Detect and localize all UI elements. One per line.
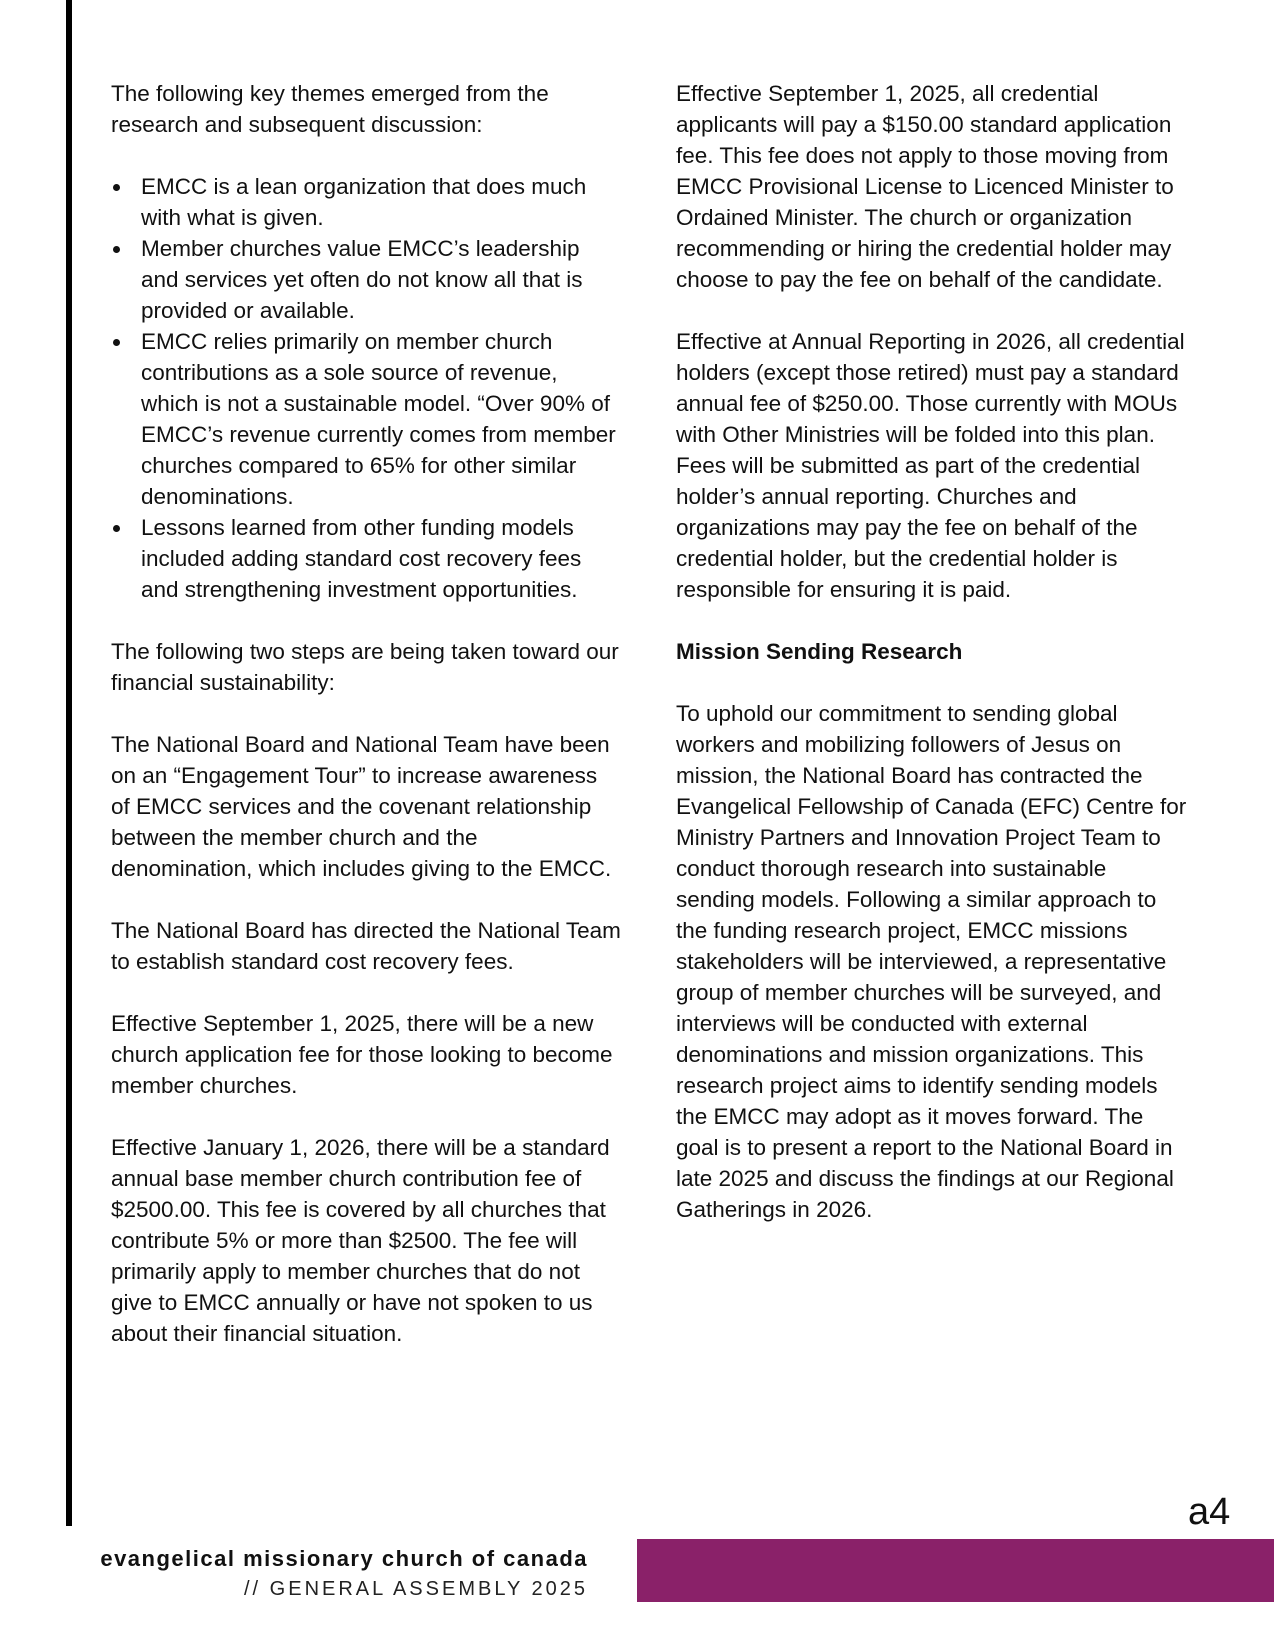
member-contribution-fee-paragraph: Effective January 1, 2026, there will be a standard annual base member church contribution fee of $2500.00. This fee is covered by all churches that contribute 5% or more than $2500. The fee will primarily apply to member churches that do not give to EMCC annually or have not spoken to us about their financial situation. — [111, 1135, 610, 1346]
theme-item: EMCC relies primarily on member church contributions as a sole source of revenue, which is not a sustainable model. “Over 90% of EMCC’s revenue currently comes from member churches compared to 65% for other similar denominations. — [111, 326, 621, 512]
themes-intro: The following key themes emerged from the research and subsequent discussion: — [111, 81, 549, 137]
credential-application-fee-paragraph: Effective September 1, 2025, all credential applicants will pay a $150.00 standard application fee. This fee does not apply to those moving from EMCC Provisional License to Licenced Minister to Ordained Minister. The church or organization recommending or hiring the credential holder may choose to pay the fee on behalf of the candidate. — [676, 81, 1174, 292]
new-church-fee-paragraph: Effective September 1, 2025, there will be a new church application fee for those looking to become member churches. — [111, 1011, 613, 1098]
steps-intro: The following two steps are being taken toward our financial sustainability: — [111, 639, 619, 695]
left-column — [111, 78, 621, 1380]
page-number: a4 — [1188, 1491, 1231, 1533]
footer-event: // GENERAL ASSEMBLY 2025 — [244, 1578, 588, 1600]
themes-list — [111, 171, 621, 605]
footer-organization: evangelical missionary church of canada — [100, 1546, 588, 1571]
theme-item: Member churches value EMCC’s leadership and services yet often do not know all that is provided or available. — [111, 233, 621, 326]
theme-item: Lessons learned from other funding models included adding standard cost recovery fees and strengthening investment opportunities. — [111, 512, 621, 605]
mission-sending-heading: Mission Sending Research — [676, 639, 963, 664]
footer-accent-bar — [637, 1539, 1274, 1602]
theme-item: EMCC is a lean organization that does much with what is given. — [111, 171, 621, 233]
left-margin-rule — [66, 0, 72, 1526]
right-column — [676, 78, 1191, 1256]
cost-recovery-paragraph: The National Board has directed the National Team to establish standard cost recovery fees. — [111, 918, 621, 974]
engagement-tour-paragraph: The National Board and National Team have been on an “Engagement Tour” to increase awareness of EMCC services and the covenant relationship between the member church and the denomination, which includes giving to the EMCC. — [111, 732, 612, 881]
credential-annual-fee-paragraph: Effective at Annual Reporting in 2026, all credential holders (except those retired) must pay a standard annual fee of $250.00. Those currently with MOUs with Other Ministries will be folded into this plan. Fees will be submitted as part of the credential holder’s annual reporting. Churches and organizations may pay the fee on behalf of the credential holder, but the credential holder is responsible for ensuring it is paid. — [676, 329, 1185, 602]
mission-sending-paragraph: To uphold our commitment to sending global workers and mobilizing followers of Jesus on mission, the National Board has contracted the Evangelical Fellowship of Canada (EFC) Centre for Ministry Partners and Innovation Project Team to conduct thorough research into sustainable sending models. Following a similar approach to the funding research project, EMCC missions stakeholders will be interviewed, a representative group of member churches will be surveyed, and interviews will be conducted with external denominations and mission organizations. This research project aims to identify sending models the EMCC may adopt as it moves forward. The goal is to present a report to the National Board in late 2025 and discuss the findings at our Regional Gatherings in 2026. — [676, 701, 1187, 1222]
